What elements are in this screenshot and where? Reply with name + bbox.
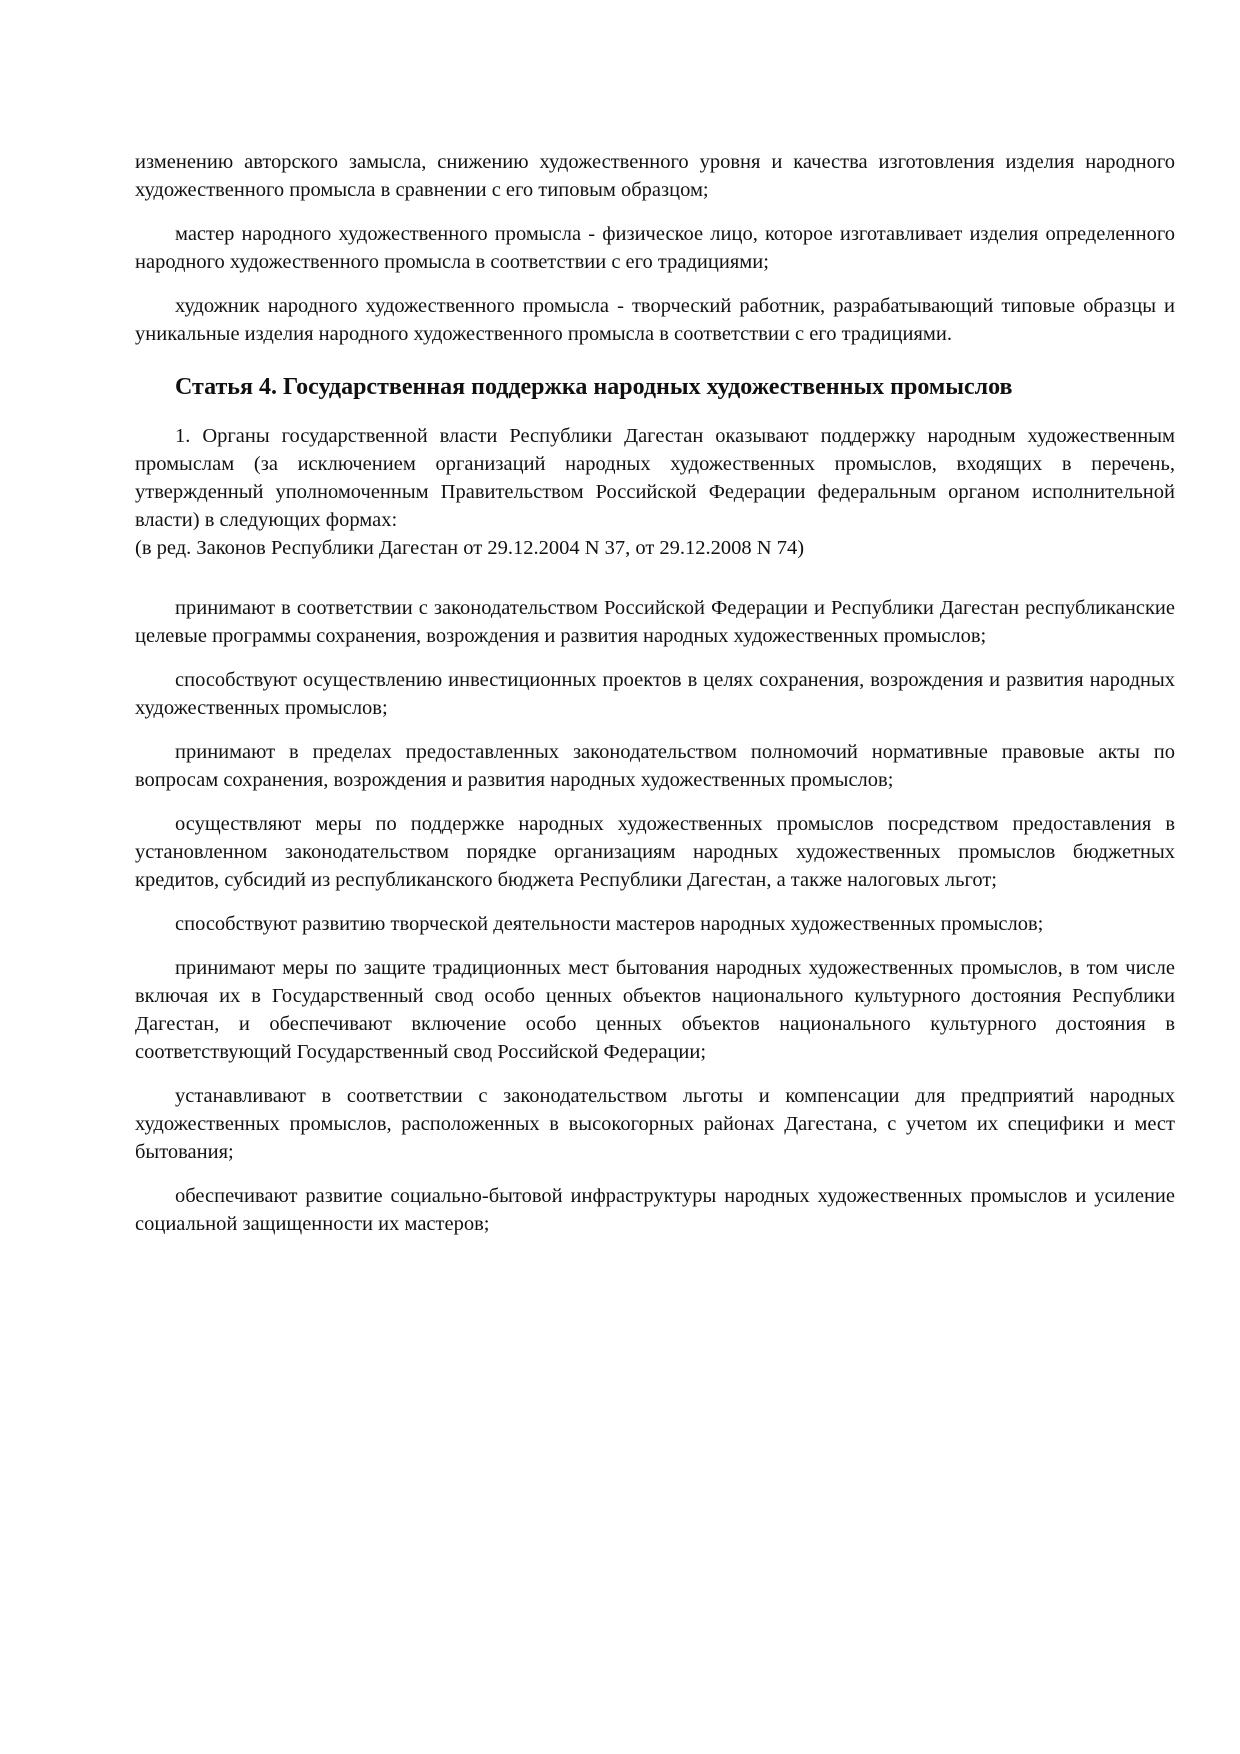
paragraph: художник народного художественного промысла - творческий работник, разрабатывающий типовые образцы и уникальные изделия народного художественного промысла в соответствии с его традициями. (135, 295, 1175, 345)
list-item: принимают в пределах предоставленных законодательством полномочий нормативные правовые акты по вопросам сохранения, возрождения и развития народных художественных промыслов; (135, 741, 1175, 791)
list-item: устанавливают в соответствии с законодательством льготы и компенсации для предприятий народных художественных промыслов, расположенных в высокогорных районах Дагестана, с учетом их специфики и мест бытования; (135, 1085, 1175, 1163)
paragraph: мастер народного художественного промысла - физическое лицо, которое изготавливает изделия определенного народного художественного промысла в соответствии с его традициями; (135, 223, 1175, 273)
article-heading: Статья 4. Государственная поддержка народных художественных промыслов (175, 374, 1013, 400)
list-item: обеспечивают развитие социально-бытовой инфраструктуры народных художественных промыслов и усиление социальной защищенности их мастеров; (135, 1185, 1175, 1235)
list-item: принимают меры по защите традиционных мест бытования народных художественных промыслов, в том числе включая их в Государственный свод особо ценных объектов национального культурного достояния Республики Дагестан, и обеспечивают включение особо ценных объектов национального культурного достояния в соответствующий Государственный свод Российской Федерации; (135, 957, 1175, 1063)
article-intro: 1. Органы государственной власти Республики Дагестан оказывают поддержку народным художественным промыслам (за исключением организаций народных художественных промыслов, входящих в перечень, утвержденный уполномоченным Правительством Российской Федерации федеральным органом исполнительной власти) в следующих формах: (135, 425, 1175, 531)
list-item: способствуют развитию творческой деятельности мастеров народных художественных промыслов; (175, 913, 1044, 935)
amendment-note: (в ред. Законов Республики Дагестан от 29.12.2004 N 37, от 29.12.2008 N 74) (135, 537, 805, 559)
list-item: осуществляют меры по поддержке народных художественных промыслов посредством предоставления в установленном законодательством порядке организациям народных художественных промыслов бюджетных кредитов, субсидий из республиканского бюджета Республики Дагестан, а также налоговых льгот; (135, 813, 1175, 891)
list-item: способствуют осуществлению инвестиционных проектов в целях сохранения, возрождения и развития народных художественных промыслов; (135, 669, 1175, 719)
document-page (135, 148, 1175, 1254)
paragraph: изменению авторского замысла, снижению художественного уровня и качества изготовления изделия народного художественного промысла в сравнении с его типовым образцом; (135, 151, 1175, 201)
list-item: принимают в соответствии с законодательством Российской Федерации и Республики Дагестан республиканские целевые программы сохранения, возрождения и развития народных художественных промыслов; (135, 597, 1175, 647)
